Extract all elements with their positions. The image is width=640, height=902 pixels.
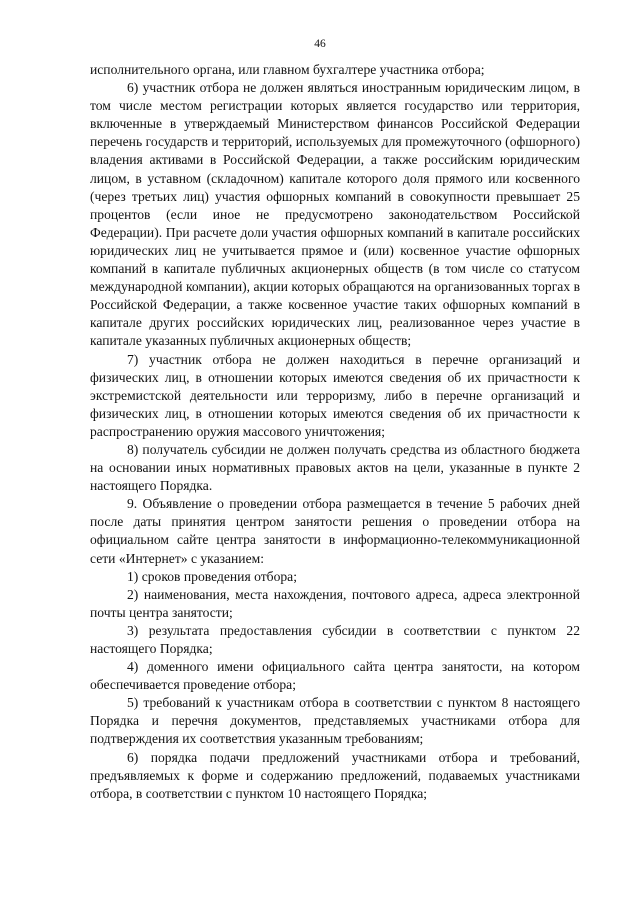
paragraph-subitem-6: 6) порядка подачи предложений участниками отбора и требований, предъявляемых к форме и содержанию предложений, подаваемых участниками отбора, в соответствии с пунктом 10 настоящего Порядка; [90,749,580,801]
document-body [90,61,580,803]
paragraph-subitem-1: 1) сроков проведения отбора; [127,568,297,584]
paragraph-item-6-offshore: 6) участник отбора не должен являться иностранным юридическим лицом, в том числе местом регистрации которых является государство или территория, включенные в утверждаемый Министерством финансов Российской Федерации перечень государств и территорий, используемых для промежуточного (офшорного) владения активами в Российской Федерации, а также российским юридическим лицом, в уставном (складочном) капитале которого доля прямого или косвенного (через третьих лиц) участия офшорных компаний в совокупности превышает 25 процентов (если иное не предусмотрено законодательством Российской Федерации). При расчете доли участия офшорных компаний в капитале российских юридических лиц не учитывается прямое и (или) косвенное участие офшорных компаний в капитале публичных акционерных обществ (в том числе со статусом международной компании), акции которых обращаются на организованных торгах в Российской Федерации, а также косвенное участие таких офшорных компаний в капитале других российских юридических лиц, реализованное через участие в капитале указанных публичных акционерных обществ; [90,80,580,349]
paragraph-clause-9-announcement: 9. Объявление о проведении отбора размещается в течение 5 рабочих дней после даты принятия центром занятости решения о проведении отбора на официальном сайте центра занятости в информационно-телекоммуникационной сети «Интернет» с указанием: [90,496,580,566]
paragraph-item-7-extremism-list: 7) участник отбора не должен находиться в перечне организаций и физических лиц, в отношении которых имеются сведения об их причастности к экстремистской деятельности или терроризму, либо в перечне организаций и физических лиц, в отношении которых имеются сведения об их причастности к распространению оружия массового уничтожения; [90,351,580,439]
paragraph-subitem-2: 2) наименования, места нахождения, почтового адреса, адреса электронной почты центра занятости; [90,586,580,620]
paragraph-subitem-5: 5) требований к участникам отбора в соответствии с пунктом 8 настоящего Порядка и перечня документов, представляемых участниками отбора для подтверждения их соответствия указанным требованиям; [90,695,580,747]
page-number: 46 [314,38,326,50]
paragraph-subitem-3: 3) результата предоставления субсидии в соответствии с пунктом 22 настоящего Порядка; [90,622,580,656]
paragraph-item-8-budget-funds: 8) получатель субсидии не должен получать средства из областного бюджета на основании иных нормативных правовых актов на цели, указанные в пункте 2 настоящего Порядка. [90,441,580,494]
paragraph-subitem-4: 4) доменного имени официального сайта центра занятости, на котором обеспечивается проведение отбора; [90,659,580,693]
paragraph-continuation: исполнительного органа, или главном бухгалтере участника отбора; [90,62,485,77]
